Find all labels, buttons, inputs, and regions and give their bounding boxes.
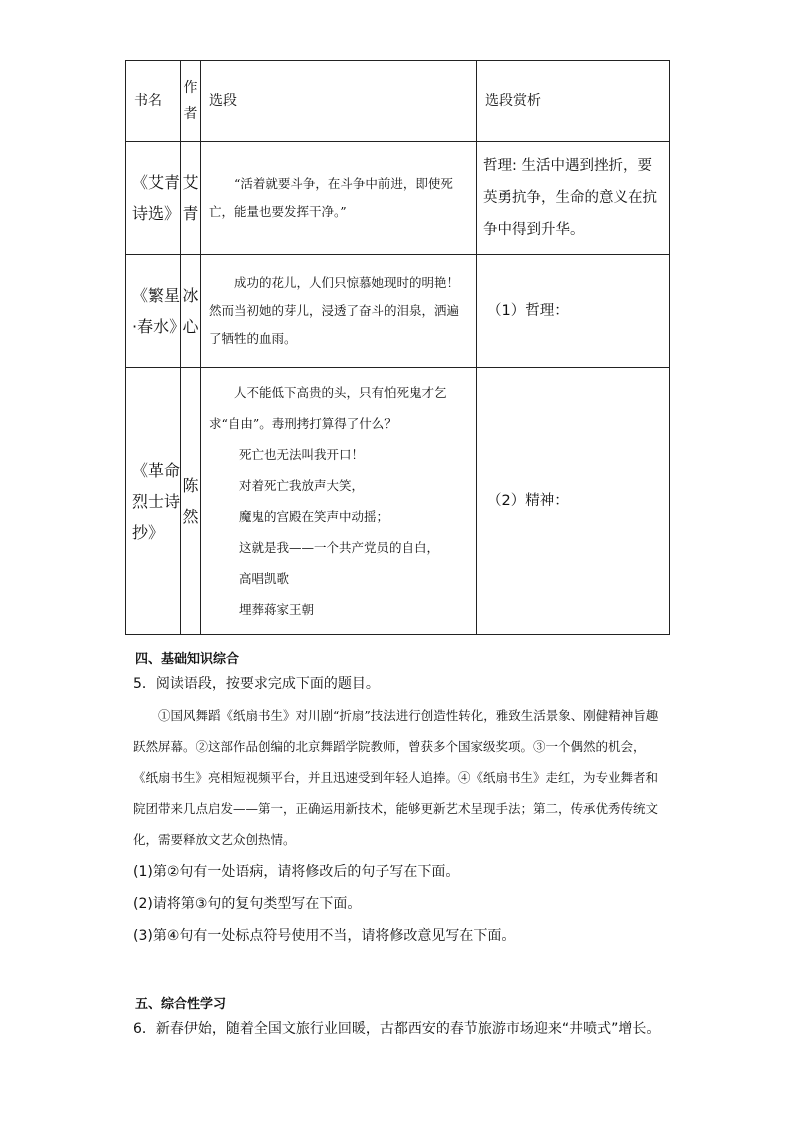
author-name: 冰心 xyxy=(181,255,201,368)
literature-table xyxy=(125,60,670,635)
sub-question-2: (2)请将第③句的复句类型写在下面。 xyxy=(133,896,362,912)
poem-line: 魔鬼的宫殿在笑声中动摇； xyxy=(239,509,390,524)
book-title: 《艾青诗选》 xyxy=(126,142,181,255)
table-header-row xyxy=(126,61,670,142)
sub-question-1: (1)第②句有一处语病，请将修改后的句子写在下面。 xyxy=(133,864,460,880)
answer-prompt-philosophy: （1）哲理： xyxy=(477,255,670,368)
table-row xyxy=(126,368,670,635)
author-name: 陈然 xyxy=(181,368,201,635)
poem-line: 人不能低下高贵的头，只有怕死鬼才乞求“自由”。毒刑拷打算得了什么？ xyxy=(209,385,447,431)
excerpt-text xyxy=(201,255,477,368)
excerpt-text xyxy=(201,142,477,255)
poem-line: 高唱凯歌 xyxy=(239,571,290,586)
question-5: 5．阅读语段，按要求完成下面的题目。 xyxy=(133,676,380,692)
sub-question-3: (3)第④句有一处标点符号使用不当，请将修改意见写在下面。 xyxy=(133,928,516,944)
header-comment: 选段赏析 xyxy=(477,61,670,142)
comment-text: 哲理: 生活中遇到挫折，要英勇抗争，生命的意义在抗争中得到升华。 xyxy=(477,142,670,255)
table-row xyxy=(126,255,670,368)
section-title-basics: 四、基础知识综合 xyxy=(135,652,240,667)
question-6: 6．新春伊始，随着全国文旅行业回暖，古都西安的春节旅游市场迎来“井喷式”增长。 xyxy=(133,1021,661,1037)
poem-line: 对着死亡我放声大笑， xyxy=(239,478,365,493)
header-excerpt: 选段 xyxy=(201,61,477,142)
table-row xyxy=(126,142,670,255)
book-title: 《繁星·春水》 xyxy=(126,255,181,368)
header-author: 作者 xyxy=(181,61,201,142)
poem-excerpt xyxy=(201,368,477,635)
poem-line: 死亡也无法叫我开口！ xyxy=(239,447,365,462)
poem-line: 这就是我——一个共产党员的自白， xyxy=(239,540,440,555)
excerpt-paragraph: “活着就要斗争，在斗争中前进，即使死亡，能量也要发挥干净。” xyxy=(209,176,453,219)
book-title: 《革命烈士诗抄》 xyxy=(126,368,181,635)
reading-passage: ①国风舞蹈《纸扇书生》对川剧“折扇”技法进行创造性转化，雅致生活景象、刚健精神旨趣跃然屏幕。②这部作品创编的北京舞蹈学院教师，曾获多个国家级奖项。③一个偶然的机会，《纸扇书生》亮相短视频平台，并且迅速受到年轻人追捧。④《纸扇书生》走红，为专业舞者和院团带来几点启发——第一，正确运用新技术，能够更新艺术呈现手法；第二，传承优秀传统文化，需要释放文艺众创热情。 xyxy=(133,708,659,847)
answer-prompt-spirit: （2）精神： xyxy=(477,368,670,635)
section-title-comprehensive: 五、综合性学习 xyxy=(135,997,227,1012)
poem-line: 埋葬蒋家王朝 xyxy=(239,602,315,617)
author-name: 艾青 xyxy=(181,142,201,255)
header-book: 书名 xyxy=(126,61,181,142)
excerpt-paragraph: 成功的花儿，人们只惊慕她现时的明艳！然而当初她的芽儿，浸透了奋斗的泪泉，洒遍了牺牲的血雨。 xyxy=(209,275,460,346)
